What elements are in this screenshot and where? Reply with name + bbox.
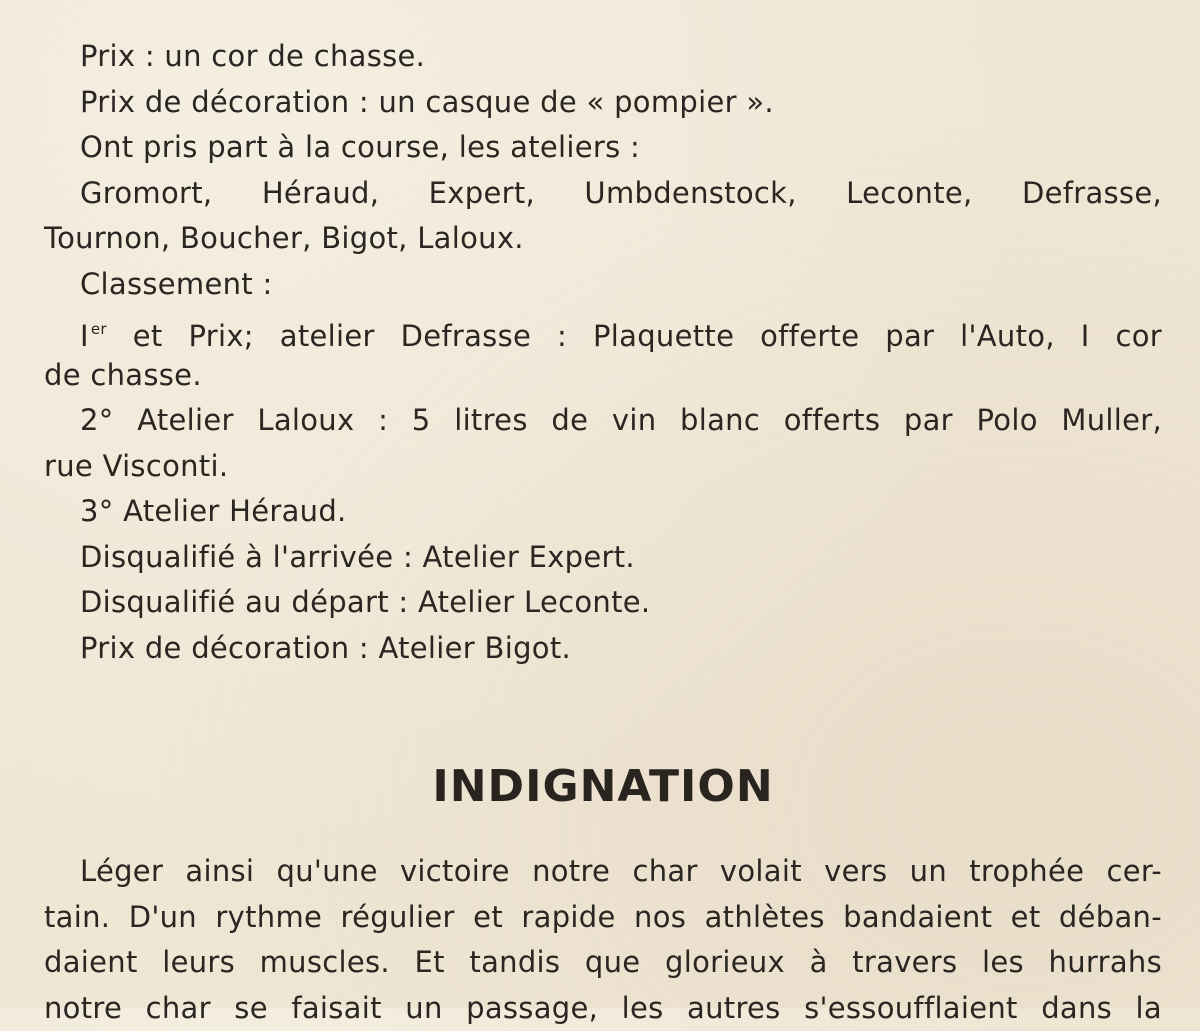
first-place-numeral: I (80, 319, 89, 353)
text-line-disqualified-arrival: Disqualifié à l'arrivée : Atelier Expert. (44, 535, 1162, 581)
paragraph-line-3: daient leurs muscles. Et tandis que glorieux à travers les hurrahs (44, 940, 1162, 986)
text-line-decoration-winner: Prix de décoration : Atelier Bigot. (44, 626, 1162, 672)
paragraph-line-1: Léger ainsi qu'une victoire notre char volait vers un trophée cer- (44, 849, 1162, 895)
text-line-prize: Prix : un cor de chasse. (44, 34, 1162, 80)
text-line-second-place-end: rue Visconti. (44, 444, 1162, 490)
text-line-first-place (44, 307, 1162, 353)
text-line-participants-list-end: Tournon, Boucher, Bigot, Laloux. (44, 216, 1162, 262)
text-line-ranking-label: Classement : (44, 262, 1162, 308)
text-line-third-place: 3° Atelier Héraud. (44, 489, 1162, 535)
text-line-second-place: 2° Atelier Laloux : 5 litres de vin blanc offerts par Polo Muller, (44, 398, 1162, 444)
paragraph-line-4: notre char se faisait un passage, les autres s'essoufflaient dans la (44, 986, 1162, 1031)
text-line-disqualified-departure: Disqualifié au départ : Atelier Leconte. (44, 580, 1162, 626)
text-line-participants-intro: Ont pris part à la course, les ateliers : (44, 125, 1162, 171)
text-line-participants-list: Gromort, Héraud, Expert, Umbdenstock, Leconte, Defrasse, (44, 171, 1162, 217)
text-line-decoration-prize: Prix de décoration : un casque de « pompier ». (44, 80, 1162, 126)
section-spacer (44, 671, 1162, 759)
first-place-ordinal-suffix: er (91, 320, 107, 338)
first-place-text: et Prix; atelier Defrasse : Plaquette offerte par l'Auto, I cor (107, 319, 1162, 353)
section-heading: INDIGNATION (44, 759, 1162, 849)
document-page (44, 34, 1162, 1031)
paragraph-line-2: tain. D'un rythme régulier et rapide nos athlètes bandaient et déban- (44, 895, 1162, 941)
text-line-first-place-end: de chasse. (44, 353, 1162, 399)
